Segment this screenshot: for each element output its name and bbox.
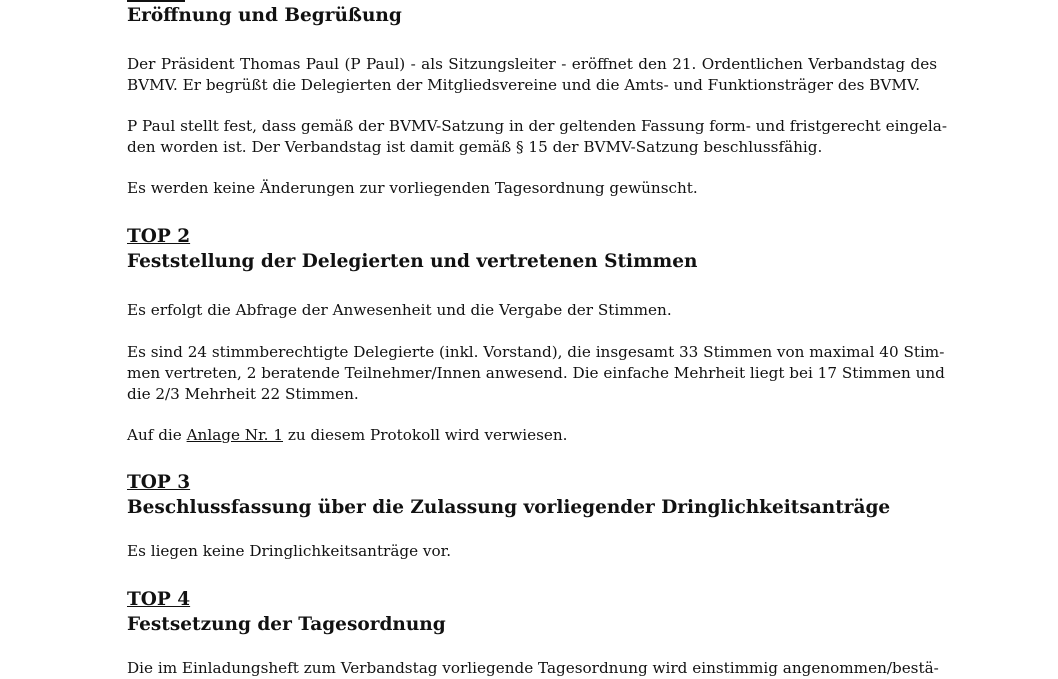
top3-title: Beschlussfassung über die Zulassung vorliegender Dringlichkeitsanträge <box>127 497 891 518</box>
paragraph-line: Es liegen keine Dringlichkeitsanträge vor. <box>127 542 452 560</box>
top2-paragraph-2 <box>127 342 945 405</box>
paragraph-line: die 2/3 Mehrheit 22 Stimmen. <box>127 385 359 403</box>
top2-number: TOP 2 <box>127 226 191 247</box>
top1-paragraph-1 <box>127 54 937 96</box>
top3-number: TOP 3 <box>127 472 191 493</box>
paragraph-line: den worden ist. Der Verbandstag ist damit gemäß § 15 der BVMV-Satzung beschlussfähig. <box>127 138 823 156</box>
paragraph-line: Es werden keine Änderungen zur vorliegenden Tagesordnung gewünscht. <box>127 179 698 197</box>
top3-paragraph-1 <box>127 541 937 562</box>
paragraph-line: Die im Einladungsheft zum Verbandstag vorliegende Tagesordnung wird einstimmig angenommen/bestä- <box>127 659 939 677</box>
paragraph-line: men vertreten, 2 beratende Teilnehmer/Innen anwesend. Die einfache Mehrheit liegt bei 17 Stimmen und <box>127 364 945 382</box>
paragraph-line: BVMV. Er begrüßt die Delegierten der Mitgliedsvereine und die Amts- und Funktionsträger des BVMV. <box>127 76 921 94</box>
top4-number: TOP 4 <box>127 589 191 610</box>
paragraph-line <box>127 425 937 446</box>
paragraph-line: P Paul stellt fest, dass gemäß der BVMV-Satzung in der geltenden Fassung form- und fristgerecht eingela- <box>127 117 947 135</box>
top2-paragraph-1 <box>127 300 937 321</box>
top4-paragraph-1 <box>127 658 937 679</box>
top-heading-underline-fragment <box>127 0 185 2</box>
top2-title: Feststellung der Delegierten und vertretenen Stimmen <box>127 251 698 272</box>
top1-paragraph-3 <box>127 178 937 199</box>
paragraph-line: Der Präsident Thomas Paul (P Paul) - als Sitzungsleiter - eröffnet den 21. Ordentlichen Verbandstag des <box>127 55 937 73</box>
top2-paragraph-3 <box>127 425 937 446</box>
anlage-link[interactable]: Anlage Nr. 1 <box>186 426 283 444</box>
text-after-link: zu diesem Protokoll wird verwiesen. <box>283 426 568 444</box>
top1-title: Eröffnung und Begrüßung <box>127 5 402 26</box>
paragraph-line: Es erfolgt die Abfrage der Anwesenheit und die Vergabe der Stimmen. <box>127 301 672 319</box>
paragraph-line: Es sind 24 stimmberechtigte Delegierte (inkl. Vorstand), die insgesamt 33 Stimmen von maximal 40 Stim- <box>127 343 945 361</box>
top1-paragraph-2 <box>127 116 947 158</box>
text-before-link: Auf die <box>127 426 187 444</box>
top4-title: Festsetzung der Tagesordnung <box>127 614 446 635</box>
